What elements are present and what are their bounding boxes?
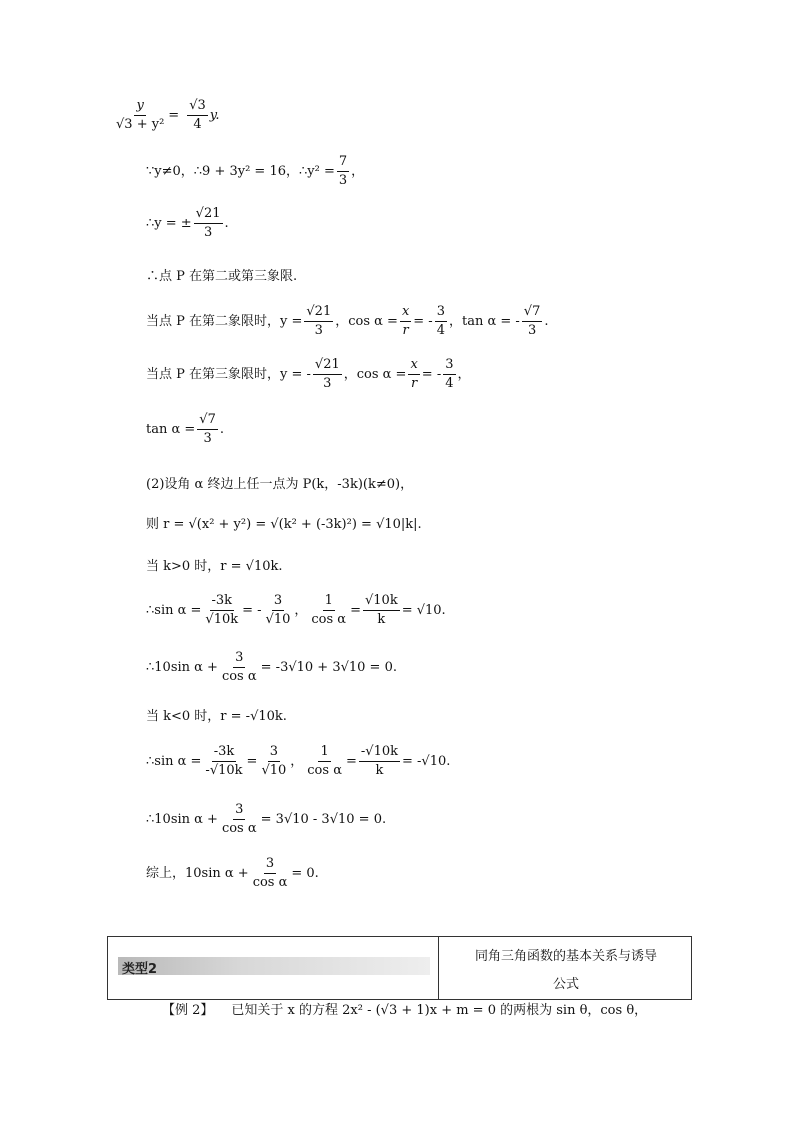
- fraction: $\frac{3}{4}$: [436, 304, 445, 338]
- fraction: $\frac{7}{3}$: [338, 154, 348, 188]
- fraction: $\frac{-3k}{-√10k}$: [205, 744, 243, 778]
- fraction: $\frac{x}{r}$: [401, 304, 410, 338]
- fraction: $\frac{1}{\text{cos α}}$: [311, 593, 347, 627]
- fraction: $\frac{-3k}{√10k}$: [205, 593, 239, 627]
- fraction: $\frac{y}{\text{√3 + y²}}$: [116, 98, 165, 132]
- fraction: $\frac{x}{r}$: [410, 357, 418, 391]
- fraction: $\frac{3}{\text{cos α}}$: [221, 802, 257, 836]
- formula-line-5: 当点 P 在第二象限时，y = $\frac{√21}{3}$ ，cos α = $\frac{x}{r}$ = - $\frac{3}{4}$ ，tan α = - $\frac{√7}{3}$ .: [146, 304, 549, 338]
- formula-line-15: ∴10sin α + $\frac{3}{\text{cos α}}$ = 3√10 - 3√10 = 0.: [146, 802, 387, 836]
- fraction: $\frac{3}{\text{cos α}}$: [252, 856, 288, 890]
- formula-line-9: 则 r = √(x² + y²) = √(k² + (-3k)²) = √10|k|.: [146, 517, 422, 532]
- divider: [438, 937, 439, 999]
- formula-line-2: ∵y≠0，∴9 + 3y² = 16，∴y² = $\frac{7}{3}$ ，: [146, 154, 365, 188]
- fraction: $\frac{√21}{3}$: [306, 304, 332, 338]
- fraction: $\frac{1}{\text{cos α}}$: [307, 744, 342, 778]
- formula-line-11: ∴sin α = $\frac{-3k}{√10k}$ = - $\frac{3}{√10}$ ， $\frac{1}{\text{cos α}}$ = $\frac{√10k}{k}$ = √10.: [146, 593, 446, 627]
- section-title: 同角三角函数的基本关系与诱导 公式: [474, 949, 657, 992]
- fraction: $\frac{3}{√10}$: [265, 593, 291, 627]
- type-label-strip: [118, 957, 430, 975]
- fraction: $\frac{3}{\text{cos α}}$: [221, 650, 257, 684]
- fraction: $\frac{3}{√10}$: [261, 744, 287, 778]
- formula-line-12: ∴10sin α + $\frac{3}{\text{cos α}}$ = -3√10 + 3√10 = 0.: [146, 650, 397, 684]
- formula-line-3: ∴y = ± $\frac{√21}{3}$ .: [146, 206, 229, 240]
- formula-line-1: $\frac{y}{\text{√3 + y²}}$ = $\frac{√3}{4}$ y.: [116, 98, 220, 132]
- formula-line-6: 当点 P 在第三象限时，y = - $\frac{√21}{3}$ ，cos α = $\frac{x}{r}$ = - $\frac{3}{4}$ ，: [146, 357, 471, 391]
- fraction: $\frac{√21}{3}$: [195, 206, 221, 240]
- fraction: $\frac{√21}{3}$: [314, 357, 340, 391]
- example-text: 已知关于 x 的方程 2x² - (√3 + 1)x + m = 0 的两根为 sin θ，cos θ，: [231, 1003, 648, 1018]
- section-header: [107, 936, 692, 1000]
- type-label: 类型2: [122, 962, 158, 977]
- fraction: $\frac{√7}{3}$: [523, 304, 541, 338]
- example-label: 【例 2】: [162, 1003, 214, 1018]
- formula-line-13: 当 k<0 时，r = -√10k.: [146, 709, 287, 724]
- fraction: $\frac{√3}{4}$: [189, 98, 206, 132]
- example-line: [162, 1004, 647, 1017]
- text-line-4: ∴点 P 在第二或第三象限.: [146, 269, 298, 284]
- formula-line-7: tan α = $\frac{√7}{3}$ .: [146, 412, 224, 446]
- formula-line-14: ∴sin α = $\frac{-3k}{-√10k}$ = $\frac{3}{√10}$ ， $\frac{1}{\text{cos α}}$ = $\frac{-√10k}{k}$ = -√10.: [146, 744, 451, 778]
- fraction: $\frac{√10k}{k}$: [365, 593, 398, 627]
- text-line-8: (2)设角 α 终边上任一点为 P(k，-3k)(k≠0)，: [146, 477, 414, 492]
- fraction: $\frac{-√10k}{k}$: [360, 744, 398, 778]
- formula-line-16: 综上，10sin α + $\frac{3}{\text{cos α}}$ = 0.: [146, 856, 319, 890]
- formula-line-10: 当 k>0 时，r = √10k.: [146, 559, 283, 574]
- fraction: $\frac{√7}{3}$: [199, 412, 216, 446]
- fraction: $\frac{3}{4}$: [445, 357, 454, 391]
